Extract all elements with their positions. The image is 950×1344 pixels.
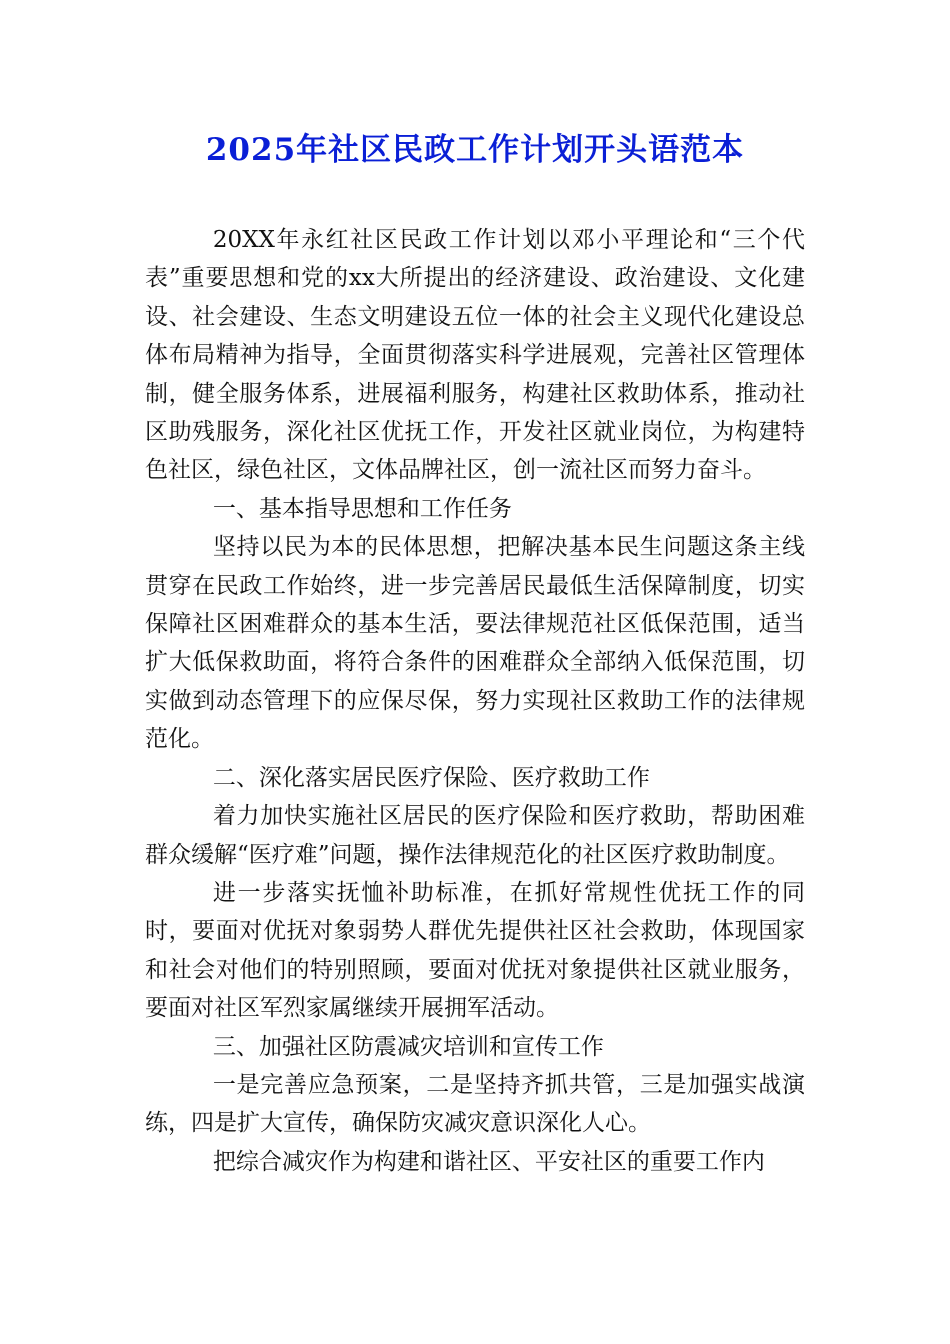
section-heading-3: 三、加强社区防震减灾培训和宣传工作 [212,1033,604,1060]
paragraph-section-2b: 进一步落实抚恤补助标准，在抓好常规性优抚工作的同时，要面对优抚对象弱势人群优先提供社区社会救助，体现国家和社会对他们的特别照顾，要面对优抚对象提供社区就业服务，要面对社区军烈家属继续开展拥军活动。 [145,879,805,1022]
paragraph-section-3a: 一是完善应急预案，二是坚持齐抓共管，三是加强实战演练，四是扩大宣传，确保防灾减灾意识深化人心。 [145,1071,805,1137]
paragraph-section-1: 坚持以民为本的民体思想，把解决基本民生问题这条主线贯穿在民政工作始终，进一步完善居民最低生活保障制度，切实保障社区困难群众的基本生活，要法律规范社区低保范围，适当扩大低保救助面，将符合条件的困难群众全部纳入低保范围，切实做到动态管理下的应保尽保，努力实现社区救助工作的法律规范化。 [145,534,805,753]
section-heading-2: 二、深化落实居民医疗保险、医疗救助工作 [212,764,650,791]
paragraph-intro: 20XX年永红社区民政工作计划以邓小平理论和“三个代表”重要思想和党的xx大所提出的经济建设、政治建设、文化建设、社会建设、生态文明建设五位一体的社会主义现代化建设总体布局精神为指导，全面贯彻落实科学进展观，完善社区管理体制，健全服务体系，进展福利服务，构建社区救助体系，推动社区助残服务，深化社区优抚工作，开发社区就业岗位，为构建特色社区，绿色社区，文体品牌社区，创一流社区而努力奋斗。 [145,227,805,484]
paragraph-section-2a: 着力加快实施社区居民的医疗保险和医疗救助，帮助困难群众缓解“医疗难”问题，操作法律规范化的社区医疗救助制度。 [145,803,805,868]
document-title: 2025年社区民政工作计划开头语范本 [205,132,745,168]
section-heading-1: 一、基本指导思想和工作任务 [212,495,512,522]
paragraph-section-3b: 把综合减灾作为构建和谐社区、平安社区的重要工作内 [212,1148,765,1175]
document-body [145,221,805,1181]
